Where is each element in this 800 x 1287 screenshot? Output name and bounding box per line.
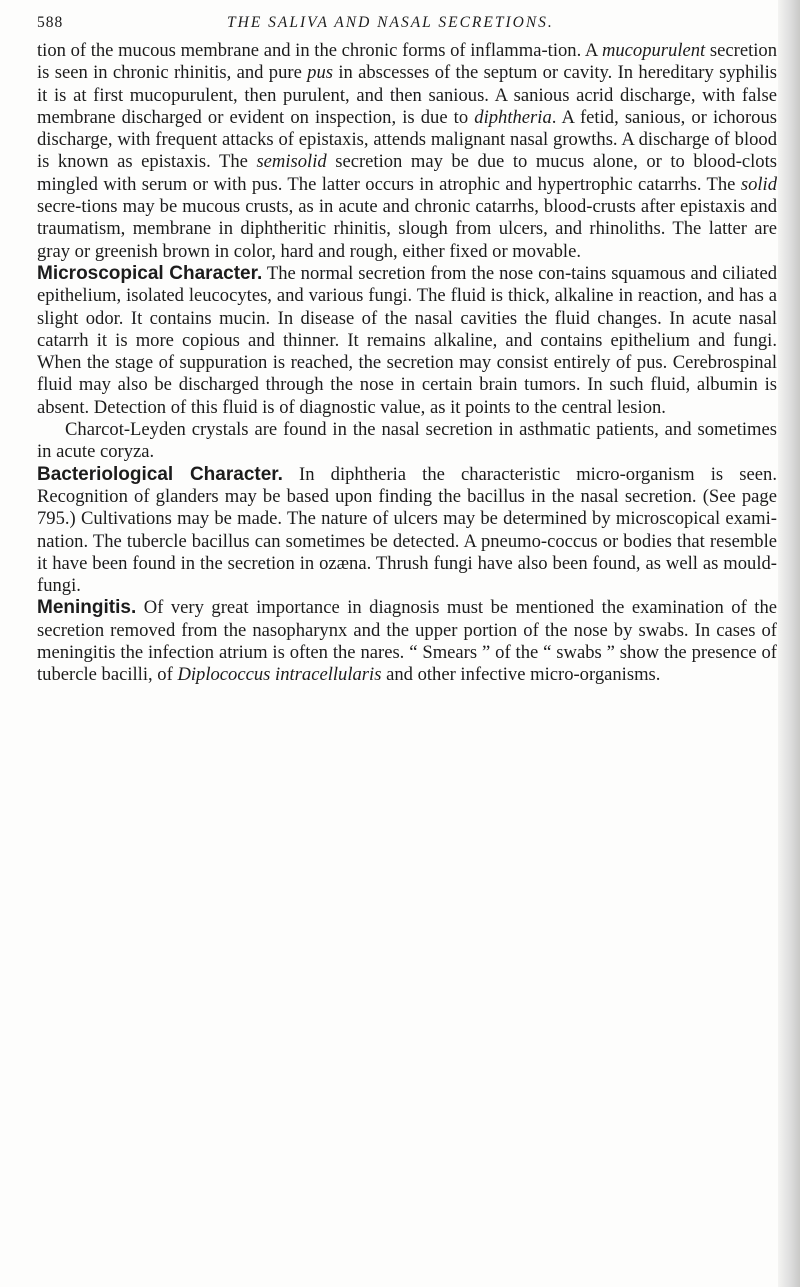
running-title: THE SALIVA AND NASAL SECRETIONS. xyxy=(227,14,554,31)
italic-term: solid xyxy=(740,173,777,195)
section-heading: Bacteriological Character. xyxy=(37,463,283,485)
body-text xyxy=(37,40,777,687)
section-heading: Microscopical Character. xyxy=(37,262,263,284)
page-header xyxy=(37,14,777,40)
section-heading: Meningitis. xyxy=(37,597,137,619)
paragraph-charcot-leyden: Charcot-Leyden crystals are found in the nasal secretion in asthmatic patients, and sometimes in acute coryza. xyxy=(37,419,777,463)
page-number: 588 xyxy=(37,14,64,31)
paragraph-secretion-types: tion of the mucous membrane and in the chronic forms of inflamma-tion. A mucopurulent secretion is seen in chronic rhinitis, and pure pus in abscesses of the septum or cavity. In hereditary syphilis it is at first mucopurulent, then purulent, and then sanious. A sanious acrid discharge, with false membrane discharged or evident on inspection, is due to diphtheria. A fetid, sanious, or ichorous discharge, with frequent attacks of epistaxis, attends malignant nasal growths. A discharge of blood is known as epistaxis. The semisolid secretion may be due to mucus alone, or to blood-clots mingled with serum or with pus. The latter occurs in atrophic and hypertrophic catarrhs. The solid secre-tions may be mucous crusts, as in acute and chronic catarrhs, blood-crusts after epistaxis and traumatism, membrane in diphtheritic rhinitis, slough from ulcers, and rhinoliths. The latter are gray or greenish brown in color, hard and rough, either fixed or movable. xyxy=(37,40,777,262)
paragraph-bacteriological-character: Bacteriological Character. In diphtheria the characteristic micro-organism is seen. Recognition of glanders may be based upon finding the bacillus in the nasal secretion. (See page 795.) Cultivations may be made. The nature of ulcers may be determined by microscopical exami-nation. The tubercle bacillus can sometimes be detected. A pneumo-coccus or bodies that resemble it have been found in the secretion in ozæna. Thrush fungi have also been found, as well as mould-fungi. xyxy=(37,463,777,597)
italic-term: Diplococcus intracellularis xyxy=(177,664,382,686)
italic-term: diphtheria xyxy=(474,106,552,128)
paragraph-microscopical-character: Microscopical Character. The normal secretion from the nose con-tains squamous and ciliated epithelium, isolated leucocytes, and various fungi. The fluid is thick, alkaline in reaction, and has a slight odor. It contains mucin. In disease of the nasal cavities the fluid changes. In acute nasal catarrh it is more copious and thinner. It remains alkaline, and contains epithelium and fungi. When the stage of suppuration is reached, the secretion may consist entirely of pus. Cerebrospinal fluid may also be discharged through the nose in certain brain tumors. In such fluid, albumin is absent. Detection of this fluid is of diagnostic value, as it points to the central lesion. xyxy=(37,262,778,418)
page-binding-edge xyxy=(778,0,800,1287)
italic-term: mucopurulent xyxy=(601,40,706,61)
italic-term: semisolid xyxy=(256,151,327,173)
paragraph-meningitis: Meningitis. Of very great importance in diagnosis must be mentioned the examination of the secretion removed from the nasopharynx and the upper portion of the nose by swabs. In cases of meningitis the infection atrium is often the nares. “ Smears ” of the “ swabs ” show the presence of tubercle bacilli, of Diplococcus intracellularis and other infective micro-organisms. xyxy=(37,597,777,686)
italic-term: pus xyxy=(307,62,334,84)
